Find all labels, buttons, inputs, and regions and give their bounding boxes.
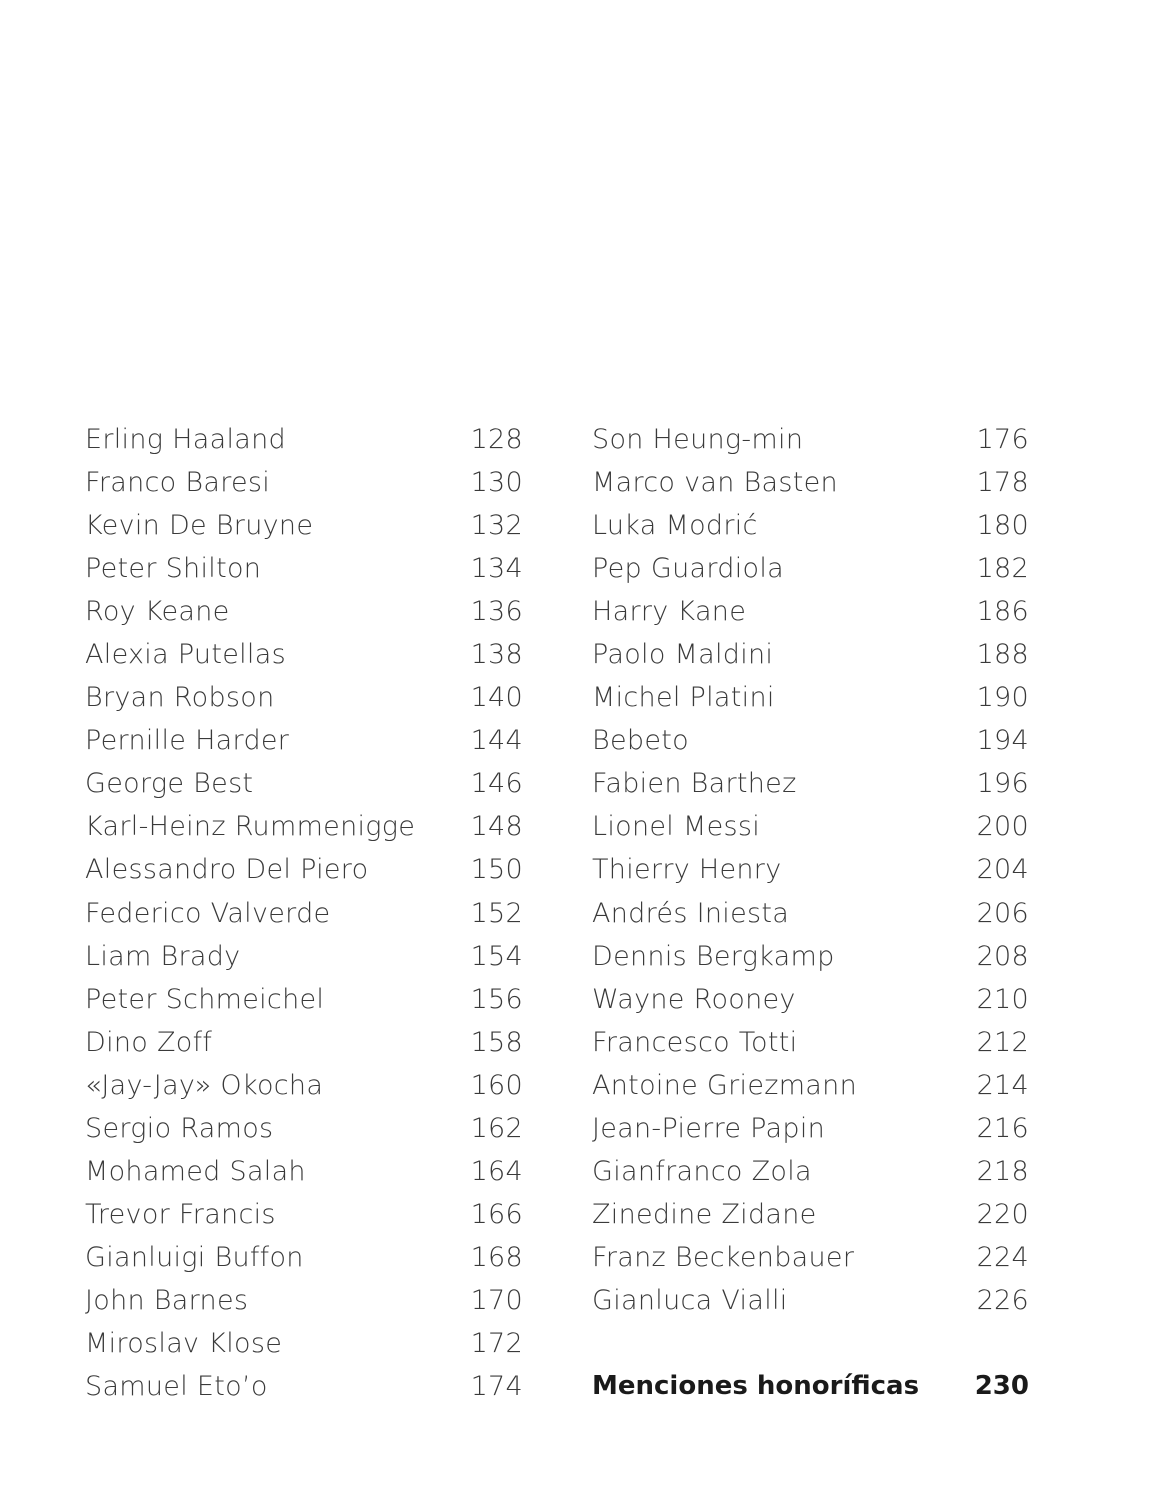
toc-entry[interactable]: [592, 768, 1029, 811]
toc-entry[interactable]: [85, 639, 523, 682]
toc-entry[interactable]: [592, 1285, 1029, 1328]
entry-name: Federico Valverde: [85, 897, 331, 929]
toc-entry[interactable]: [85, 467, 523, 510]
toc-entry[interactable]: [85, 596, 523, 639]
entry-page: 174: [470, 1371, 523, 1403]
entry-name: John Barnes: [85, 1284, 249, 1316]
toc-entry[interactable]: [592, 1199, 1029, 1242]
entry-name: Michel Platini: [592, 682, 775, 714]
entry-name: Jean-Pierre Papin: [592, 1112, 826, 1144]
toc-entry-honorable-mentions[interactable]: [592, 1371, 1029, 1414]
toc-entry[interactable]: [85, 1285, 523, 1328]
entry-name: Marco van Basten: [592, 467, 838, 499]
entry-page: 194: [976, 725, 1029, 757]
entry-page: 204: [976, 854, 1029, 886]
toc-entry[interactable]: [592, 1113, 1029, 1156]
entry-page: 188: [976, 639, 1029, 671]
toc-entry[interactable]: [592, 1027, 1029, 1070]
toc-entry[interactable]: [592, 553, 1029, 596]
entry-page: 162: [470, 1112, 523, 1144]
toc-entry[interactable]: [85, 553, 523, 596]
entry-page: 164: [470, 1155, 523, 1187]
entry-page: 154: [470, 940, 523, 972]
entry-name: Pernille Harder: [85, 725, 290, 757]
entry-page: 226: [976, 1284, 1029, 1316]
toc-entry[interactable]: [592, 596, 1029, 639]
entry-name: Roy Keane: [85, 596, 230, 628]
entry-page: 212: [976, 1026, 1029, 1058]
entry-name: Gianfranco Zola: [592, 1155, 812, 1187]
entry-name: Erling Haaland: [85, 424, 286, 455]
entry-page: 214: [976, 1069, 1029, 1101]
entry-name: Gianluca Vialli: [592, 1284, 788, 1316]
entry-page: 138: [470, 639, 523, 671]
entry-name: Mohamed Salah: [85, 1155, 306, 1187]
toc-entry[interactable]: [85, 725, 523, 768]
entry-name: Bebeto: [592, 725, 689, 757]
toc-entry[interactable]: [592, 682, 1029, 725]
entry-page: 224: [976, 1241, 1029, 1273]
toc-entry[interactable]: [592, 467, 1029, 510]
toc-entry[interactable]: [85, 941, 523, 984]
entry-name: Dino Zoff: [85, 1026, 213, 1058]
entry-page: 148: [470, 811, 523, 843]
toc-entry[interactable]: [85, 1328, 523, 1371]
toc-right-column: [592, 424, 1029, 1414]
toc-entry[interactable]: [592, 1156, 1029, 1199]
entry-page: 166: [470, 1198, 523, 1230]
toc-entry[interactable]: [85, 984, 523, 1027]
entry-name: Kevin De Bruyne: [85, 510, 314, 542]
toc-entry[interactable]: [592, 1242, 1029, 1285]
entry-page: 144: [470, 725, 523, 757]
toc-entry[interactable]: [85, 898, 523, 941]
entry-name: Franz Beckenbauer: [592, 1241, 855, 1273]
entry-name: Peter Schmeichel: [85, 983, 325, 1015]
entry-name: Dennis Bergkamp: [592, 940, 835, 972]
entry-name: Peter Shilton: [85, 553, 262, 585]
entry-page: 146: [470, 768, 523, 800]
toc-spacer: [592, 1328, 1029, 1371]
toc-entry[interactable]: [592, 639, 1029, 682]
entry-name: Karl-Heinz Rummenigge: [85, 811, 416, 843]
entry-name: Son Heung-min: [592, 424, 804, 455]
toc-entry[interactable]: [85, 424, 523, 467]
entry-page: 176: [976, 424, 1029, 455]
toc-entry[interactable]: [85, 854, 523, 897]
entry-page: 156: [470, 983, 523, 1015]
entry-name: Andrés Iniesta: [592, 897, 790, 929]
entry-name: Pep Guardiola: [592, 553, 784, 585]
entry-name: Zinedine Zidane: [592, 1198, 817, 1230]
entry-page: 208: [976, 940, 1029, 972]
entry-name: Bryan Robson: [85, 682, 275, 714]
entry-page: 178: [976, 467, 1029, 499]
toc-entry[interactable]: [85, 1156, 523, 1199]
entry-name: George Best: [85, 768, 254, 800]
entry-name: Franco Baresi: [85, 467, 271, 499]
toc-entry[interactable]: [592, 510, 1029, 553]
entry-page: 210: [976, 983, 1029, 1015]
toc-entry[interactable]: [85, 811, 523, 854]
entry-page: 172: [470, 1327, 523, 1359]
entry-name: Fabien Barthez: [592, 768, 797, 800]
toc-entry[interactable]: [85, 682, 523, 725]
toc-entry[interactable]: [592, 1070, 1029, 1113]
entry-page: 160: [470, 1069, 523, 1101]
toc-entry[interactable]: [592, 984, 1029, 1027]
entry-name: Antoine Griezmann: [592, 1069, 857, 1101]
entry-name: Harry Kane: [592, 596, 747, 628]
entry-page: 180: [976, 510, 1029, 542]
toc-entry[interactable]: [85, 1371, 523, 1414]
entry-page: 136: [470, 596, 523, 628]
toc-entry[interactable]: [85, 1113, 523, 1156]
entry-page: 196: [976, 768, 1029, 800]
toc-entry[interactable]: [592, 941, 1029, 984]
entry-page: 206: [976, 897, 1029, 929]
toc-entry[interactable]: [85, 1027, 523, 1070]
toc-entry[interactable]: [592, 725, 1029, 768]
toc-entry[interactable]: [85, 1242, 523, 1285]
entry-page: 132: [470, 510, 523, 542]
entry-name: Wayne Rooney: [592, 983, 796, 1015]
entry-page: 130: [470, 467, 523, 499]
entry-name: Thierry Henry: [592, 854, 782, 886]
entry-page: 128: [470, 424, 523, 455]
entry-name: Liam Brady: [85, 940, 241, 972]
entry-name: Lionel Messi: [592, 811, 761, 843]
entry-page: 182: [976, 553, 1029, 585]
toc-left-column: [85, 424, 523, 1414]
entry-name: Gianluigi Buffon: [85, 1241, 304, 1273]
entry-page: 134: [470, 553, 523, 585]
entry-page: 200: [976, 811, 1029, 843]
toc-entry[interactable]: [85, 1199, 523, 1242]
entry-name: Paolo Maldini: [592, 639, 774, 671]
entry-page: 220: [976, 1198, 1029, 1230]
entry-name: «Jay-Jay» Okocha: [85, 1069, 324, 1101]
entry-name: Sergio Ramos: [85, 1112, 274, 1144]
entry-page: 186: [976, 596, 1029, 628]
toc-entry[interactable]: [85, 510, 523, 553]
entry-page: 168: [470, 1241, 523, 1273]
entry-page: 152: [470, 897, 523, 929]
entry-page: 218: [976, 1155, 1029, 1187]
entry-name: Alexia Putellas: [85, 639, 286, 671]
toc-entry[interactable]: [592, 898, 1029, 941]
entry-name: Menciones honoríficas: [592, 1371, 920, 1402]
toc-entry[interactable]: [592, 424, 1029, 467]
entry-page: 140: [470, 682, 523, 714]
entry-name: Miroslav Klose: [85, 1327, 283, 1359]
entry-name: Trevor Francis: [85, 1198, 276, 1230]
entry-name: Samuel Eto’o: [85, 1371, 268, 1403]
entry-page: 158: [470, 1026, 523, 1058]
entry-name: Alessandro Del Piero: [85, 854, 369, 886]
entry-page: 150: [470, 854, 523, 886]
entry-page: 190: [976, 682, 1029, 714]
entry-page: 170: [470, 1284, 523, 1316]
toc-entry[interactable]: [592, 811, 1029, 854]
entry-page: 216: [976, 1112, 1029, 1144]
entry-name: Luka Modrić: [592, 510, 758, 542]
entry-name: Francesco Totti: [592, 1026, 798, 1058]
toc-entry[interactable]: [85, 768, 523, 811]
toc-entry[interactable]: [592, 854, 1029, 897]
entry-page: 230: [974, 1371, 1029, 1402]
toc-entry[interactable]: [85, 1070, 523, 1113]
